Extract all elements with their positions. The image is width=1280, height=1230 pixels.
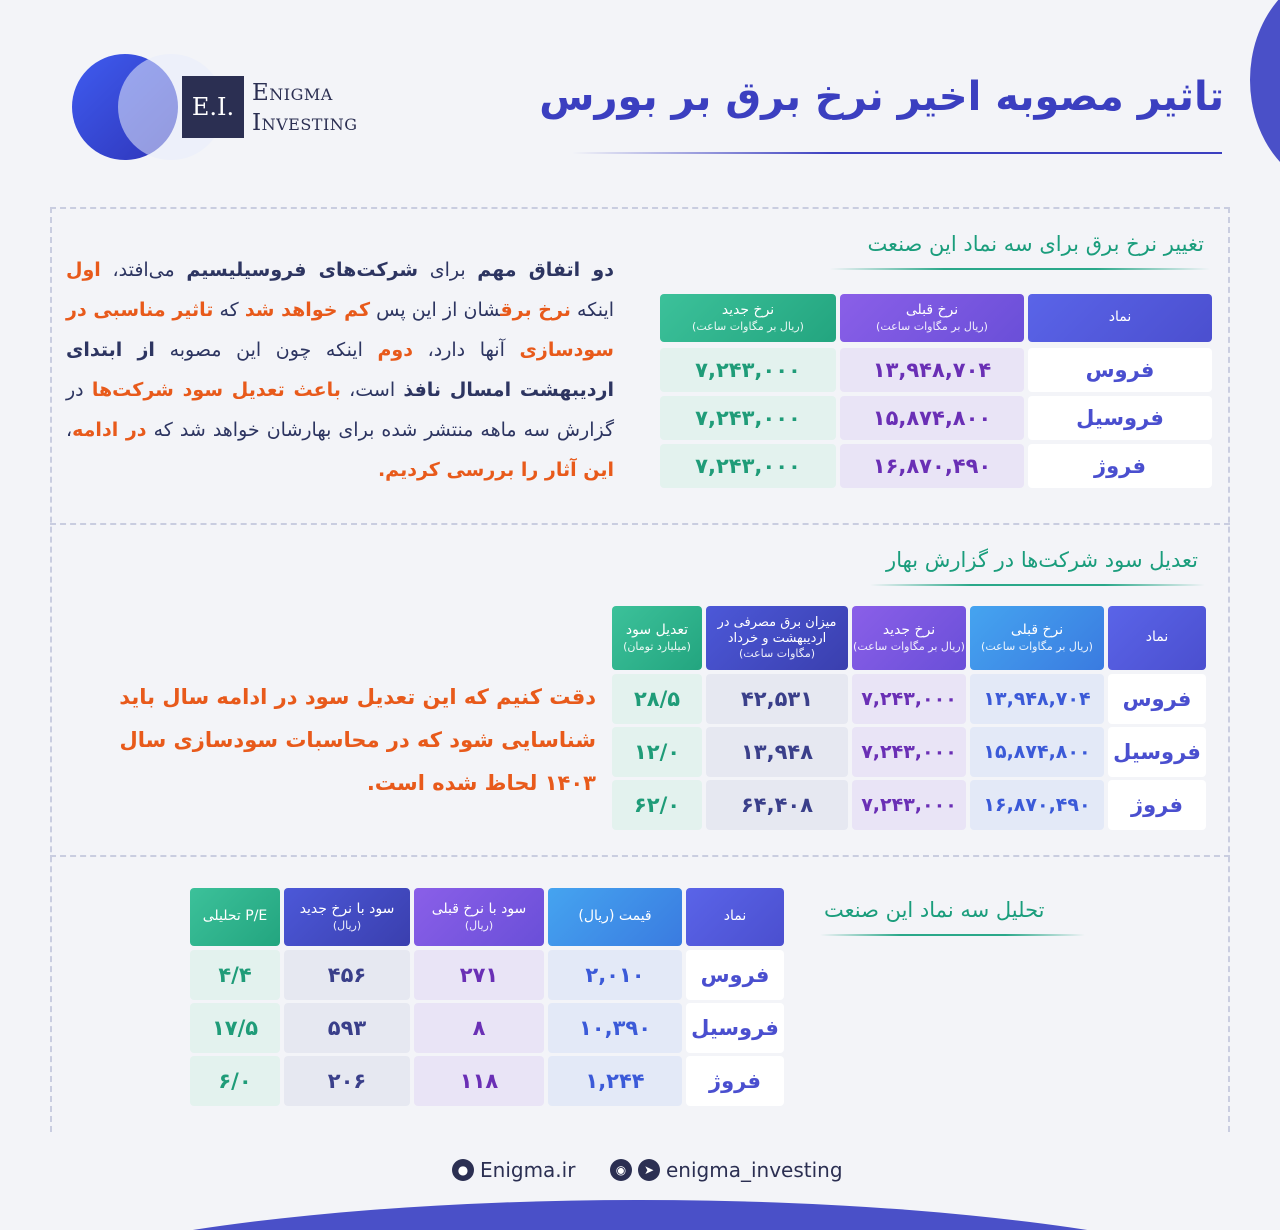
- section1-title: تغییر نرخ برق برای سه نماد این صنعت: [867, 232, 1204, 256]
- t3-row1-price: ۲,۰۱۰: [548, 950, 682, 1000]
- website-label: Enigma.ir: [480, 1158, 576, 1182]
- t2-row3-new: ۷,۲۴۳,۰۰۰: [852, 780, 966, 830]
- t3-row3-pe: ۶/۰: [190, 1056, 280, 1106]
- title-underline: [572, 152, 1222, 154]
- footer-website[interactable]: [452, 1158, 575, 1182]
- t1-row2-symbol: فروسیل: [1028, 396, 1212, 440]
- t3-header-eps-new: سود با نرخ جدید (ریال): [284, 888, 410, 946]
- t2-row3-usage: ۶۴,۴۰۸: [706, 780, 848, 830]
- t2-row1-old: ۱۳,۹۴۸,۷۰۴: [970, 674, 1104, 724]
- instagram-icon: ◉: [610, 1159, 632, 1181]
- t2-row2-adj: ۱۲/۰: [612, 727, 702, 777]
- t3-row1-pe: ۴/۴: [190, 950, 280, 1000]
- t2-row1-usage: ۴۲,۵۳۱: [706, 674, 848, 724]
- t2-row3-adj: ۶۲/۰: [612, 780, 702, 830]
- t3-row3-price: ۱,۲۴۴: [548, 1056, 682, 1106]
- corner-decoration: [1250, 0, 1280, 190]
- t1-row2-new: ۷,۲۴۳,۰۰۰: [660, 396, 836, 440]
- t2-row1-symbol: فروس: [1108, 674, 1206, 724]
- section-divider: [50, 855, 1230, 857]
- t2-row2-symbol: فروسیل: [1108, 727, 1206, 777]
- t3-row2-eps-old: ۸: [414, 1003, 544, 1053]
- t3-row3-eps-new: ۲۰۶: [284, 1056, 410, 1106]
- t3-row2-pe: ۱۷/۵: [190, 1003, 280, 1053]
- t2-row3-old: ۱۶,۸۷۰,۴۹۰: [970, 780, 1104, 830]
- t3-header-symbol: نماد: [686, 888, 784, 946]
- intro-paragraph: دو اتفاق مهم برای شرکت‌های فروسیلیسیم می‌افتد، اول اینکه نرخ برقشان از این پس کم خواهد شد که تاثیر مناسبی در سودسازی آنها دارد، دوم اینکه چون این مصوبه از ابتدای اردیبهشت امسال نافذ است، باعث تعدیل سود شرکت‌ها در گزارش سه ماهه منتشر شده برای بهارشان خواهد شد که در ادامه، این آثار را بررسی کردیم.: [66, 259, 615, 481]
- adjustment-note: دقت کنیم که این تعدیل سود در ادامه سال باید شناسایی شود که در محاسبات سودسازی سال ۱۴۰۳ لحاظ شده است.: [119, 685, 596, 795]
- t3-header-eps-old: سود با نرخ قبلی (ریال): [414, 888, 544, 946]
- t1-row1-symbol: فروس: [1028, 348, 1212, 392]
- t3-row2-symbol: فروسیل: [686, 1003, 784, 1053]
- t2-header-adj: تعدیل سود (میلیارد تومان): [612, 606, 702, 670]
- t2-row2-new: ۷,۲۴۳,۰۰۰: [852, 727, 966, 777]
- t3-row1-symbol: فروس: [686, 950, 784, 1000]
- social-handle: enigma_investing: [666, 1158, 843, 1182]
- t2-header-new: نرخ جدید (ریال بر مگاوات ساعت): [852, 606, 966, 670]
- t3-row3-eps-old: ۱۱۸: [414, 1056, 544, 1106]
- t3-header-price: قیمت (ریال): [548, 888, 682, 946]
- t1-row3-new: ۷,۲۴۳,۰۰۰: [660, 444, 836, 488]
- section2-title: تعدیل سود شرکت‌ها در گزارش بهار: [886, 548, 1198, 572]
- t3-row1-eps-old: ۲۷۱: [414, 950, 544, 1000]
- t3-header-pe: P/E تحلیلی: [190, 888, 280, 946]
- t1-header-new: نرخ جدید (ریال بر مگاوات ساعت): [660, 294, 836, 342]
- telegram-icon: ➤: [638, 1159, 660, 1181]
- t1-row1-new: ۷,۲۴۳,۰۰۰: [660, 348, 836, 392]
- t3-row1-eps-new: ۴۵۶: [284, 950, 410, 1000]
- t2-header-old: نرخ قبلی (ریال بر مگاوات ساعت): [970, 606, 1104, 670]
- t2-row3-symbol: فروژ: [1108, 780, 1206, 830]
- t2-row1-adj: ۲۸/۵: [612, 674, 702, 724]
- t2-row2-usage: ۱۳,۹۴۸: [706, 727, 848, 777]
- t3-row3-symbol: فروژ: [686, 1056, 784, 1106]
- t3-row2-price: ۱۰,۳۹۰: [548, 1003, 682, 1053]
- logo-text-line2: Investing: [252, 110, 358, 136]
- bottom-decoration: [0, 1200, 1280, 1230]
- page-title: تاثیر مصوبه اخیر نرخ برق بر بورس: [539, 74, 1224, 120]
- globe-icon: ●: [452, 1159, 474, 1181]
- section3-underline: [820, 934, 1085, 936]
- t2-row1-new: ۷,۲۴۳,۰۰۰: [852, 674, 966, 724]
- t2-row2-old: ۱۵,۸۷۴,۸۰۰: [970, 727, 1104, 777]
- t3-row2-eps-new: ۵۹۳: [284, 1003, 410, 1053]
- section2-underline: [870, 584, 1205, 586]
- logo-initials: E.I.: [182, 76, 244, 138]
- section1-underline: [830, 268, 1210, 270]
- section-divider: [50, 523, 1230, 525]
- t2-header-usage: میزان برق مصرفی در اردیبهشت و خرداد (مگاوات ساعت): [706, 606, 848, 670]
- t1-row1-old: ۱۳,۹۴۸,۷۰۴: [840, 348, 1024, 392]
- footer-social[interactable]: [610, 1158, 843, 1182]
- t2-header-symbol: نماد: [1108, 606, 1206, 670]
- logo-text-line1: Enigma: [252, 80, 333, 106]
- t1-row2-old: ۱۵,۸۷۴,۸۰۰: [840, 396, 1024, 440]
- t1-header-old: نرخ قبلی (ریال بر مگاوات ساعت): [840, 294, 1024, 342]
- t1-row3-symbol: فروژ: [1028, 444, 1212, 488]
- t1-header-symbol: نماد: [1028, 294, 1212, 342]
- t1-row3-old: ۱۶,۸۷۰,۴۹۰: [840, 444, 1024, 488]
- section3-title: تحلیل سه نماد این صنعت: [824, 898, 1045, 922]
